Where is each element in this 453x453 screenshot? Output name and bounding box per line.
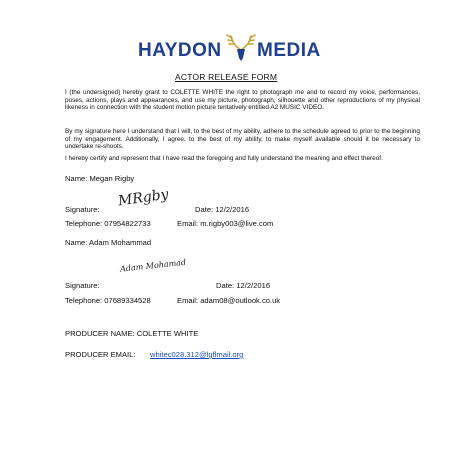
actor2-name: Name: Adam Mohammad [65, 238, 152, 247]
producer-email-link[interactable]: whitec028.312@lgflmail.org [150, 350, 244, 359]
actor1-email: Email: m.rigby003@live.com [177, 219, 274, 228]
schedule-paragraph: By my signature here I understand that I will, to the best of my ability, adhere to the schedule agreed to prior to the beginning of my engagement. Additionally, I agree, to the best of my ability, to make myself available should it be necessary to undertake re-shoots. [65, 128, 420, 151]
actor1-telephone: Telephone: 07954822733 [65, 219, 151, 228]
actor1-name: Name: Megan Rigby [65, 174, 135, 183]
actor1-date: Date: 12/2/2016 [195, 205, 250, 214]
brand-haydon: HAYDON [138, 40, 222, 61]
actor2-signature: Adam Mohamad [119, 257, 187, 274]
producer-email-label: PRODUCER EMAIL: [65, 350, 136, 359]
producer-name: PRODUCER NAME: COLETTE WHITE [65, 329, 199, 338]
actor2-signature-label: Signature: [65, 281, 100, 290]
actor1-signature: MRgby [117, 186, 170, 210]
grant-paragraph: I (the undersigned) hereby grant to COLETTE WHITE the right to photograph me and to record my voice, performances, poses, actions, plays and appearances, and use my picture, photograph, silhouette and other reproductions of my physical likeness in connection with the student motion picture tentatively entitled A2 MUSIC VIDEO. [65, 89, 420, 112]
deer-antlers-icon [224, 34, 258, 64]
actor2-telephone: Telephone: 07689334528 [65, 296, 151, 305]
actor2-email: Email: adam08@outlook.co.uk [177, 296, 281, 305]
actor1-signature-label: Signature: [65, 205, 100, 214]
form-title: ACTOR RELEASE FORM [175, 72, 278, 82]
brand-media: MEDIA [257, 40, 321, 61]
certify-paragraph: I hereby certify and represent that I have read the foregoing and fully understand the meaning and effect thereof. [65, 155, 383, 162]
actor2-date: Date: 12/2/2016 [216, 281, 271, 290]
